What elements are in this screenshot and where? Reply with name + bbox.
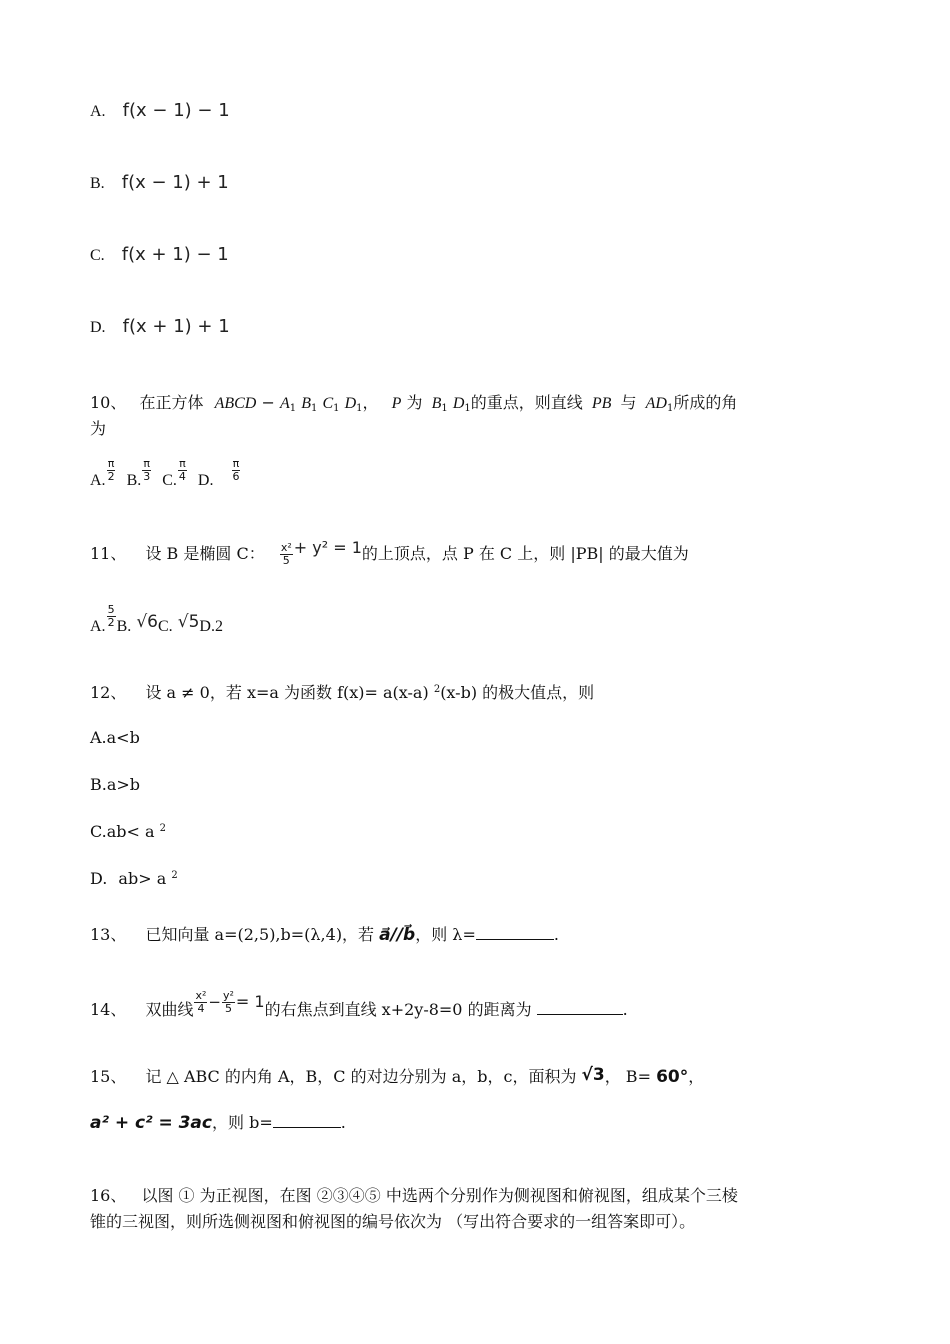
ellipse-eq: + y² = 1 bbox=[293, 538, 362, 557]
option-expr: f(x − 1) + 1 bbox=[121, 172, 229, 193]
subscript: 1 bbox=[441, 403, 448, 414]
question-number: 14、 bbox=[90, 1000, 127, 1019]
q16-line2: 锥的三视图，则所选侧视图和俯视图的编号依次为 （写出符合要求的一组答案即可）。 bbox=[90, 1212, 696, 1231]
q15-text2: ，则 b= bbox=[211, 1113, 273, 1132]
option-label: A. bbox=[90, 103, 106, 120]
q10-point-p: P bbox=[391, 395, 402, 412]
q11-stem bbox=[90, 538, 689, 567]
q12-text: 设 a ≠ 0，若 x=a 为函数 f(x)= a(x-a) bbox=[145, 683, 429, 702]
q13-text2: ，则 λ= bbox=[415, 925, 476, 944]
subscript: 1 bbox=[310, 403, 318, 414]
frac-den: 2 bbox=[107, 616, 115, 629]
frac-den: 4 bbox=[197, 1002, 205, 1015]
q13-end: . bbox=[553, 925, 559, 944]
q10-pb: PB bbox=[591, 395, 612, 412]
option-text: ab> a bbox=[113, 869, 167, 888]
answer-blank bbox=[273, 1127, 341, 1128]
subscript: 1 bbox=[356, 403, 363, 414]
frac-5-2 bbox=[107, 604, 116, 629]
question-number: 12、 bbox=[90, 683, 127, 702]
frac-den: 2 bbox=[107, 470, 115, 483]
frac-num: y² bbox=[222, 989, 234, 1002]
q15-text: 记 △ ABC 的内角 A，B，C 的对边分别为 a，b，c，面积为 bbox=[145, 1067, 577, 1086]
hyperbola-frac-x bbox=[194, 990, 207, 1015]
q13-stem bbox=[90, 922, 559, 945]
q9-option-c bbox=[90, 244, 229, 265]
q10-stem bbox=[90, 390, 737, 414]
q9-option-d bbox=[90, 316, 230, 337]
q10-d1: D bbox=[344, 395, 357, 412]
superscript: 2 bbox=[171, 870, 178, 881]
option-text: a<b bbox=[106, 728, 140, 747]
q14-text: 双曲线 bbox=[145, 1000, 194, 1019]
q12-text2: (x-b) 的极大值点，则 bbox=[440, 683, 595, 702]
question-number: 11、 bbox=[90, 544, 127, 563]
option-label: C. bbox=[162, 472, 177, 489]
frac-num: 5 bbox=[107, 603, 115, 616]
q10-c1: C bbox=[322, 395, 334, 412]
q10-wei: 为 bbox=[406, 393, 423, 412]
question-number: 13、 bbox=[90, 925, 127, 944]
frac-pi-6 bbox=[231, 458, 240, 483]
frac-num: π bbox=[107, 457, 115, 470]
option-expr: f(x + 1) − 1 bbox=[121, 244, 229, 265]
option-label: C. bbox=[90, 247, 105, 264]
q10-line2: 为 bbox=[90, 419, 107, 438]
q12-option-c bbox=[90, 822, 166, 841]
q10-dash: − bbox=[256, 393, 280, 412]
option-label: D. bbox=[90, 869, 108, 888]
q10-end: 所成的角 bbox=[673, 393, 738, 412]
angle-60: 60° bbox=[656, 1067, 689, 1087]
q10-yu: 与 bbox=[620, 393, 637, 412]
q9-option-a bbox=[90, 100, 230, 121]
superscript: 2 bbox=[159, 823, 167, 834]
q12-option-b bbox=[90, 775, 140, 794]
q10-b1d1-d: D bbox=[452, 395, 465, 412]
option-label: A. bbox=[90, 618, 106, 635]
frac-num: π bbox=[232, 457, 240, 470]
equals-one: = 1 bbox=[235, 992, 265, 1011]
option-label: D. bbox=[197, 472, 214, 489]
subscript: 1 bbox=[289, 403, 297, 414]
q15-stem-line2 bbox=[90, 1110, 346, 1133]
q11-text: 设 B 是椭圆 C： bbox=[145, 544, 265, 563]
option-expr: f(x + 1) + 1 bbox=[122, 316, 230, 337]
frac-pi-4 bbox=[178, 458, 187, 483]
vector-parallel: a⃗//b⃗ bbox=[379, 925, 416, 945]
question-number: 16、 bbox=[90, 1186, 127, 1205]
q10-cube: ABCD bbox=[214, 395, 257, 412]
q16-stem bbox=[90, 1183, 738, 1206]
q12-option-d bbox=[90, 869, 178, 888]
frac-num: x² bbox=[195, 989, 207, 1002]
subscript: 1 bbox=[666, 403, 674, 414]
frac-den: 4 bbox=[178, 470, 186, 483]
q10-comma: ， bbox=[362, 393, 379, 412]
q10-mid: 的重点，则直线 bbox=[470, 393, 583, 412]
option-label: D. bbox=[199, 618, 215, 635]
q10-text: 在正方体 bbox=[139, 393, 204, 412]
hyperbola-frac-y bbox=[222, 990, 235, 1015]
q12-stem bbox=[90, 680, 594, 703]
q10-options bbox=[90, 458, 241, 490]
option-label: A. bbox=[90, 472, 106, 489]
q12-option-a bbox=[90, 728, 140, 747]
frac-num: π bbox=[143, 457, 151, 470]
q10-ad: AD bbox=[645, 395, 667, 412]
subscript: 1 bbox=[333, 403, 340, 414]
option-label: B. bbox=[90, 775, 107, 794]
q15-equation: a² + c² = 3ac bbox=[90, 1113, 212, 1133]
option-text: a>b bbox=[106, 775, 141, 794]
subscript: 1 bbox=[464, 403, 471, 414]
frac-den: 3 bbox=[143, 470, 151, 483]
frac-den: 5 bbox=[282, 554, 290, 567]
option-label: C. bbox=[157, 618, 173, 635]
q10-stem-line2 bbox=[90, 416, 106, 439]
q10-b1d1-b: B bbox=[431, 395, 442, 412]
option-label: C. bbox=[90, 822, 107, 841]
frac-num: x² bbox=[280, 541, 292, 554]
q10-a1: A bbox=[279, 395, 290, 412]
ellipse-frac bbox=[280, 542, 293, 567]
q16-line1: 以图 ① 为正视图，在图 ②③④⑤ 中选两个分别作为侧视图和俯视图，组成某个三棱 bbox=[141, 1186, 738, 1205]
option-label: D. bbox=[90, 319, 106, 336]
q10-b1: B bbox=[301, 395, 311, 412]
q15-b-label: ， B= bbox=[604, 1067, 651, 1086]
q14-end: . bbox=[622, 1000, 628, 1019]
frac-num: π bbox=[179, 457, 186, 470]
option-expr: f(x − 1) − 1 bbox=[122, 100, 230, 121]
minus-sign: − bbox=[208, 993, 221, 1011]
sqrt5: √5 bbox=[177, 612, 200, 632]
option-label: B. bbox=[90, 175, 105, 192]
frac-pi-3 bbox=[142, 458, 151, 483]
q15-stem bbox=[90, 1064, 704, 1087]
q16-stem-line2 bbox=[90, 1209, 695, 1232]
q14-text2: 的右焦点到直线 x+2y-8=0 的距离为 bbox=[264, 1000, 532, 1019]
q9-option-b bbox=[90, 172, 229, 193]
superscript: 2 bbox=[433, 684, 441, 695]
option-label: A. bbox=[90, 728, 107, 747]
frac-den: 6 bbox=[232, 470, 240, 483]
option-text: ab< a bbox=[106, 822, 155, 841]
frac-pi-2 bbox=[107, 458, 116, 483]
sqrt3: √3 bbox=[581, 1065, 605, 1085]
option-label: B. bbox=[126, 472, 142, 489]
q11-options bbox=[90, 604, 223, 636]
q15-comma: ， bbox=[688, 1067, 705, 1086]
q13-text: 已知向量 a=(2,5),b=(λ,4)，若 bbox=[145, 925, 375, 944]
question-number: 15、 bbox=[90, 1067, 127, 1086]
sqrt6: √6 bbox=[136, 612, 158, 632]
q14-stem bbox=[90, 990, 628, 1020]
option-d-value: 2 bbox=[214, 618, 223, 635]
q11-text2: 的上顶点，点 P 在 C 上，则 |PB| 的最大值为 bbox=[361, 544, 689, 563]
answer-blank bbox=[476, 939, 554, 940]
option-label: B. bbox=[116, 618, 132, 635]
frac-den: 5 bbox=[224, 1002, 232, 1015]
question-number: 10、 bbox=[90, 393, 127, 412]
q15-end: . bbox=[340, 1113, 346, 1132]
answer-blank bbox=[537, 1014, 623, 1015]
